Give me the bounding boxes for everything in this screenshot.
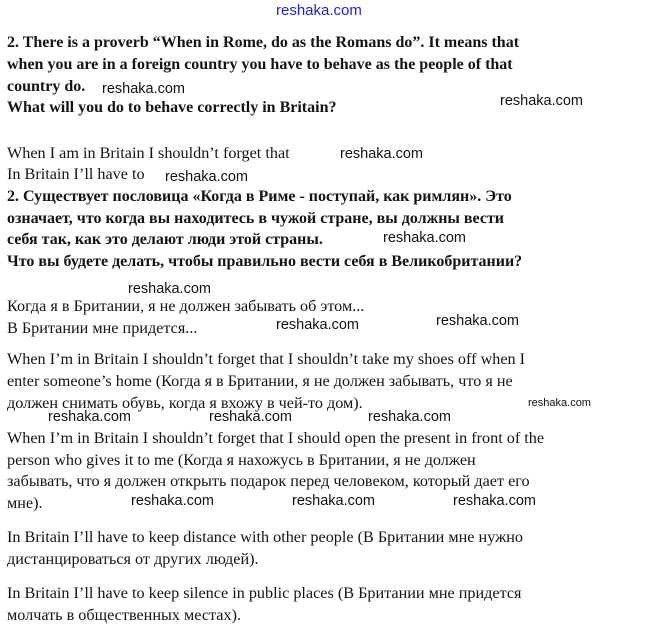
watermark: reshaka.com (165, 169, 249, 185)
answer-line: молчать в общественных местах). (7, 606, 242, 624)
answer-line: When I’m in Britain I shouldn’t forget that I shouldn’t take my shoes off when I (7, 350, 526, 368)
answer-line: должен снимать обувь, когда я вхожу в чей-то дом). (7, 394, 363, 412)
task-ru-line: означает, что когда вы находитесь в чужой стране, вы должны вести (7, 210, 505, 227)
watermark: reshaka.com (292, 493, 376, 509)
watermark: reshaka.com (340, 146, 424, 162)
template-en-line: When I am in Britain I shouldn’t forget that (7, 144, 290, 162)
watermark: reshaka.com (276, 2, 362, 19)
watermark: reshaka.com (453, 493, 537, 509)
task-ru-line: себя так, как это делают люди этой страны. (7, 231, 323, 248)
task-ru-line: Что вы будете делать, чтобы правильно вести себя в Великобритании? (7, 253, 523, 270)
answer-line: When I’m in Britain I shouldn’t forget that I should open the present in front of the (7, 429, 545, 447)
task-ru-line: 2. Существует пословица «Когда в Риме - поступай, как римлян». Это (7, 188, 512, 205)
watermark: reshaka.com (48, 409, 132, 425)
watermark: reshaka.com (209, 409, 293, 425)
answer-line: мне). (7, 494, 43, 512)
task-en-line: country do. (7, 78, 86, 95)
task-en-line: when you are in a foreign country you have to behave as the people of that (7, 56, 513, 73)
watermark: reshaka.com (276, 317, 360, 333)
answer-line: enter someone’s home (Когда я в Британии, я не должен забывать, что я не (7, 372, 513, 390)
template-en-line: In Britain I’ll have to (7, 165, 145, 183)
answer-line: In Britain I’ll have to keep distance with other people (В Британии мне нужно (7, 528, 524, 546)
watermark: reshaka.com (131, 493, 215, 509)
task-en-line: What will you do to behave correctly in Britain? (7, 99, 337, 116)
watermark: reshaka.com (500, 93, 584, 109)
watermark: reshaka.com (368, 409, 452, 425)
answer-line: person who gives it to me (Когда я нахожусь в Британии, я не должен (7, 451, 476, 469)
watermark: reshaka.com (102, 81, 186, 97)
watermark: reshaka.com (383, 230, 467, 246)
template-ru-line: В Британии мне придется... (7, 319, 198, 337)
task-en-line: 2. There is a proverb “When in Rome, do as the Romans do”. It means that (7, 34, 520, 51)
template-ru-line: Когда я в Британии, я не должен забывать об этом... (7, 297, 365, 315)
answer-line: забывать, что я должен открыть подарок перед человеком, который дает его (7, 472, 530, 490)
watermark: reshaka.com (528, 397, 591, 409)
answer-line: In Britain I’ll have to keep silence in public places (В Британии мне придется (7, 584, 522, 602)
answer-line: дистанцироваться от других людей). (7, 550, 259, 568)
watermark: reshaka.com (436, 313, 520, 329)
watermark: reshaka.com (128, 281, 212, 297)
